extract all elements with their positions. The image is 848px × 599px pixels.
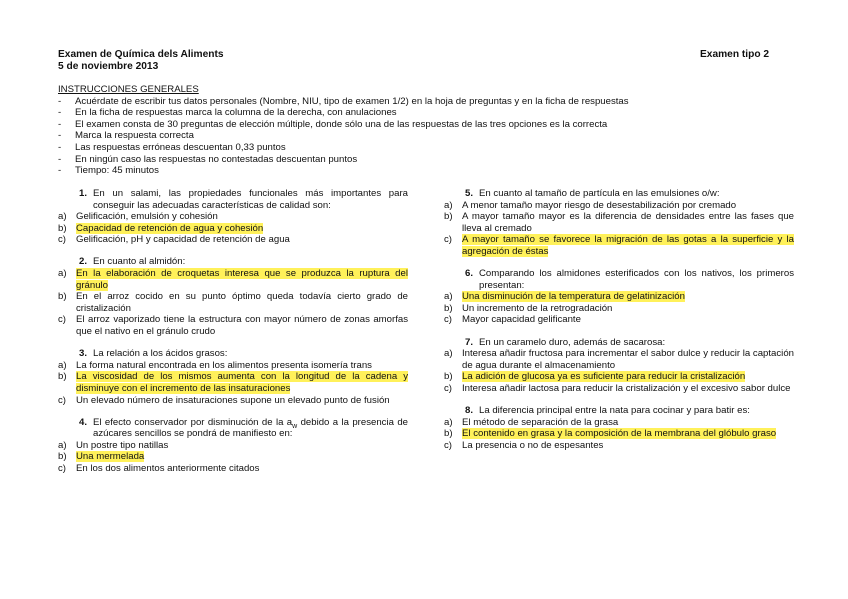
instructions-title: INSTRUCCIONES GENERALES bbox=[58, 84, 199, 95]
option-letter: b) bbox=[444, 211, 453, 223]
answer-option[interactable] bbox=[444, 348, 794, 371]
answer-option[interactable] bbox=[58, 314, 408, 337]
option-letter: b) bbox=[444, 371, 453, 383]
option-text: Un incremento de la retrogradación bbox=[462, 302, 613, 314]
question-text: La diferencia principal entre la nata para cocinar y para batir es: bbox=[479, 405, 750, 416]
instructions-section bbox=[58, 84, 698, 177]
option-text: Interesa añadir lactosa para reducir la cristalización y el excesivo sabor dulce bbox=[462, 382, 791, 394]
questions-right-column bbox=[444, 188, 794, 462]
answer-option[interactable] bbox=[58, 395, 408, 407]
question-text: En un caramelo duro, además de sacarosa: bbox=[479, 336, 666, 348]
question-text-part: debido a la presencia de azúcares sencillos se pondrá de manifiesto en: bbox=[93, 416, 408, 440]
question-number: 8. bbox=[464, 405, 473, 416]
option-text: La forma natural encontrada en los alimentos presenta isomería trans bbox=[76, 359, 372, 371]
instruction-item bbox=[58, 107, 698, 119]
instruction-text: En la ficha de respuestas marca la columna de la derecha, con anulaciones bbox=[75, 107, 397, 119]
instruction-item bbox=[58, 165, 698, 177]
bullet-dash: - bbox=[58, 153, 62, 165]
question-text: La relación a los ácidos grasos: bbox=[93, 348, 228, 360]
instruction-text: Las respuestas erróneas descuentan 0,33 puntos bbox=[75, 141, 286, 153]
option-text: Una disminución de la temperatura de gelatinización bbox=[462, 291, 685, 303]
option-letter: b) bbox=[444, 428, 453, 440]
option-text: Capacidad de retención de agua y cohesión bbox=[76, 222, 264, 234]
question-number: 3. bbox=[78, 348, 87, 360]
answer-option[interactable] bbox=[444, 417, 794, 429]
question-text: En cuanto al almidón: bbox=[93, 256, 186, 268]
option-letter: c) bbox=[444, 314, 452, 326]
question-number: 4. bbox=[78, 416, 87, 428]
option-letter: b) bbox=[444, 302, 453, 314]
answer-option-highlighted[interactable] bbox=[444, 234, 794, 257]
answer-option[interactable] bbox=[58, 360, 408, 372]
answer-option[interactable] bbox=[58, 291, 408, 314]
option-text: Una mermelada bbox=[76, 451, 145, 463]
question-text-part: El efecto conservador por disminución de la a bbox=[93, 416, 293, 428]
answer-option[interactable] bbox=[444, 440, 794, 452]
option-letter: c) bbox=[444, 382, 452, 394]
answer-option-highlighted[interactable] bbox=[444, 428, 794, 440]
instruction-item bbox=[58, 119, 698, 131]
option-text: Mayor capacidad gelificante bbox=[462, 314, 581, 326]
question-1 bbox=[58, 188, 408, 246]
option-text: En los dos alimentos anteriormente citados bbox=[76, 462, 260, 474]
answer-option[interactable] bbox=[58, 440, 408, 452]
option-text: A mayor tamaño se favorece la migración de las gotas a la superficie y la agregación de éstas bbox=[462, 234, 794, 257]
question-5 bbox=[444, 188, 794, 258]
option-letter: b) bbox=[58, 222, 67, 234]
water-activity-subscript: w bbox=[292, 422, 298, 430]
instruction-item bbox=[58, 142, 698, 154]
option-text: A mayor tamaño mayor es la diferencia de densidades entre las fases que lleva al cremado bbox=[462, 211, 794, 234]
instruction-text: Marca la respuesta correcta bbox=[75, 130, 194, 142]
instruction-item bbox=[58, 96, 698, 108]
option-text: La viscosidad de los mismos aumenta con la longitud de la cadena y disminuye con el incremento de las insaturaciones bbox=[76, 371, 408, 394]
option-text: Interesa añadir fructosa para incrementar el sabor dulce y reducir la captación de agua durante el almacenamiento bbox=[462, 348, 794, 371]
question-number: 5. bbox=[464, 188, 473, 199]
answer-option[interactable] bbox=[58, 463, 408, 475]
answer-option-highlighted[interactable] bbox=[58, 371, 408, 394]
instruction-text: Tiempo: 45 minutos bbox=[75, 165, 159, 177]
option-letter: a) bbox=[444, 416, 453, 428]
option-text: En el arroz cocido en su punto óptimo queda todavía cierto grado de cristalización bbox=[76, 291, 408, 314]
option-text: El contenido en grasa y la composición de la membrana del glóbulo graso bbox=[462, 428, 777, 440]
answer-option-highlighted[interactable] bbox=[58, 451, 408, 463]
answer-option-highlighted[interactable] bbox=[58, 223, 408, 235]
question-text: En un salami, las propiedades funcionales más importantes para conseguir las adecuadas características de calidad son: bbox=[93, 188, 408, 211]
option-letter: c) bbox=[444, 439, 452, 451]
option-text: La adición de glucosa ya es suficiente para reducir la cristalización bbox=[462, 371, 746, 383]
option-text: En la elaboración de croquetas interesa que se produzca la ruptura del gránulo bbox=[76, 268, 408, 291]
instruction-text: En ningún caso las respuestas no contestadas descuentan puntos bbox=[75, 153, 358, 165]
answer-option[interactable] bbox=[444, 200, 794, 212]
bullet-dash: - bbox=[58, 165, 62, 177]
option-text: Un elevado número de insaturaciones supone un elevado punto de fusión bbox=[76, 394, 390, 406]
question-number: 7. bbox=[464, 336, 473, 348]
exam-title: Examen de Química dels Aliments bbox=[58, 49, 224, 60]
answer-option-highlighted[interactable] bbox=[444, 291, 794, 303]
option-letter: a) bbox=[58, 268, 67, 280]
answer-option[interactable] bbox=[444, 383, 794, 395]
option-letter: c) bbox=[444, 234, 452, 246]
question-7 bbox=[444, 337, 794, 395]
option-letter: a) bbox=[444, 199, 453, 211]
question-6 bbox=[444, 268, 794, 326]
question-8 bbox=[444, 405, 794, 451]
option-letter: a) bbox=[444, 291, 453, 303]
answer-option[interactable] bbox=[444, 211, 794, 234]
option-letter: c) bbox=[58, 462, 66, 474]
option-text: Gelificación, pH y capacidad de retención de agua bbox=[76, 234, 290, 246]
question-4 bbox=[58, 417, 408, 475]
question-text: Comparando los almidones esterificados con los nativos, los primeros presentan: bbox=[479, 268, 794, 291]
option-letter: a) bbox=[58, 359, 67, 371]
option-letter: b) bbox=[58, 451, 67, 463]
bullet-dash: - bbox=[58, 130, 62, 142]
answer-option[interactable] bbox=[58, 211, 408, 223]
bullet-dash: - bbox=[58, 118, 62, 130]
instruction-item bbox=[58, 130, 698, 142]
question-number: 2. bbox=[78, 256, 87, 268]
option-letter: a) bbox=[444, 348, 453, 360]
option-text: La presencia o no de espesantes bbox=[462, 439, 604, 451]
question-2 bbox=[58, 256, 408, 337]
answer-option[interactable] bbox=[58, 234, 408, 246]
bullet-dash: - bbox=[58, 95, 62, 107]
option-text: A menor tamaño mayor riesgo de desestabilización por cremado bbox=[462, 199, 737, 211]
option-letter: c) bbox=[58, 234, 66, 246]
answer-option[interactable] bbox=[444, 303, 794, 315]
question-text bbox=[93, 417, 408, 440]
instruction-text: El examen consta de 30 preguntas de elección múltiple, donde sólo una de las respuestas de las tres opciones es la correcta bbox=[75, 118, 608, 130]
instruction-item bbox=[58, 154, 698, 166]
option-text: Un postre tipo natillas bbox=[76, 439, 169, 451]
bullet-dash: - bbox=[58, 107, 62, 119]
answer-option-highlighted[interactable] bbox=[58, 268, 408, 291]
option-text: El arroz vaporizado tiene la estructura con mayor número de zonas amorfas que el nativo en el gránulo crudo bbox=[76, 314, 408, 338]
question-text: En cuanto al tamaño de partícula en las emulsiones o/w: bbox=[479, 188, 720, 199]
question-number: 1. bbox=[78, 188, 87, 199]
option-text: El método de separación de la grasa bbox=[462, 416, 619, 428]
option-letter: b) bbox=[58, 371, 67, 383]
option-letter: a) bbox=[58, 439, 67, 451]
option-letter: c) bbox=[58, 394, 66, 406]
exam-type: Examen tipo 2 bbox=[700, 49, 770, 60]
option-letter: b) bbox=[58, 291, 67, 303]
instruction-text: Acuérdate de escribir tus datos personales (Nombre, NIU, tipo de examen 1/2) en la hoja de preguntas y en la ficha de respuestas bbox=[75, 95, 629, 107]
option-text: Gelificación, emulsión y cohesión bbox=[76, 211, 218, 223]
bullet-dash: - bbox=[58, 141, 62, 153]
question-number: 6. bbox=[464, 268, 473, 280]
exam-date: 5 de noviembre 2013 bbox=[58, 61, 159, 72]
answer-option[interactable] bbox=[444, 314, 794, 326]
option-letter: c) bbox=[58, 314, 66, 326]
questions-left-column bbox=[58, 188, 408, 485]
question-3 bbox=[58, 348, 408, 406]
answer-option-highlighted[interactable] bbox=[444, 371, 794, 383]
option-letter: a) bbox=[58, 211, 67, 223]
